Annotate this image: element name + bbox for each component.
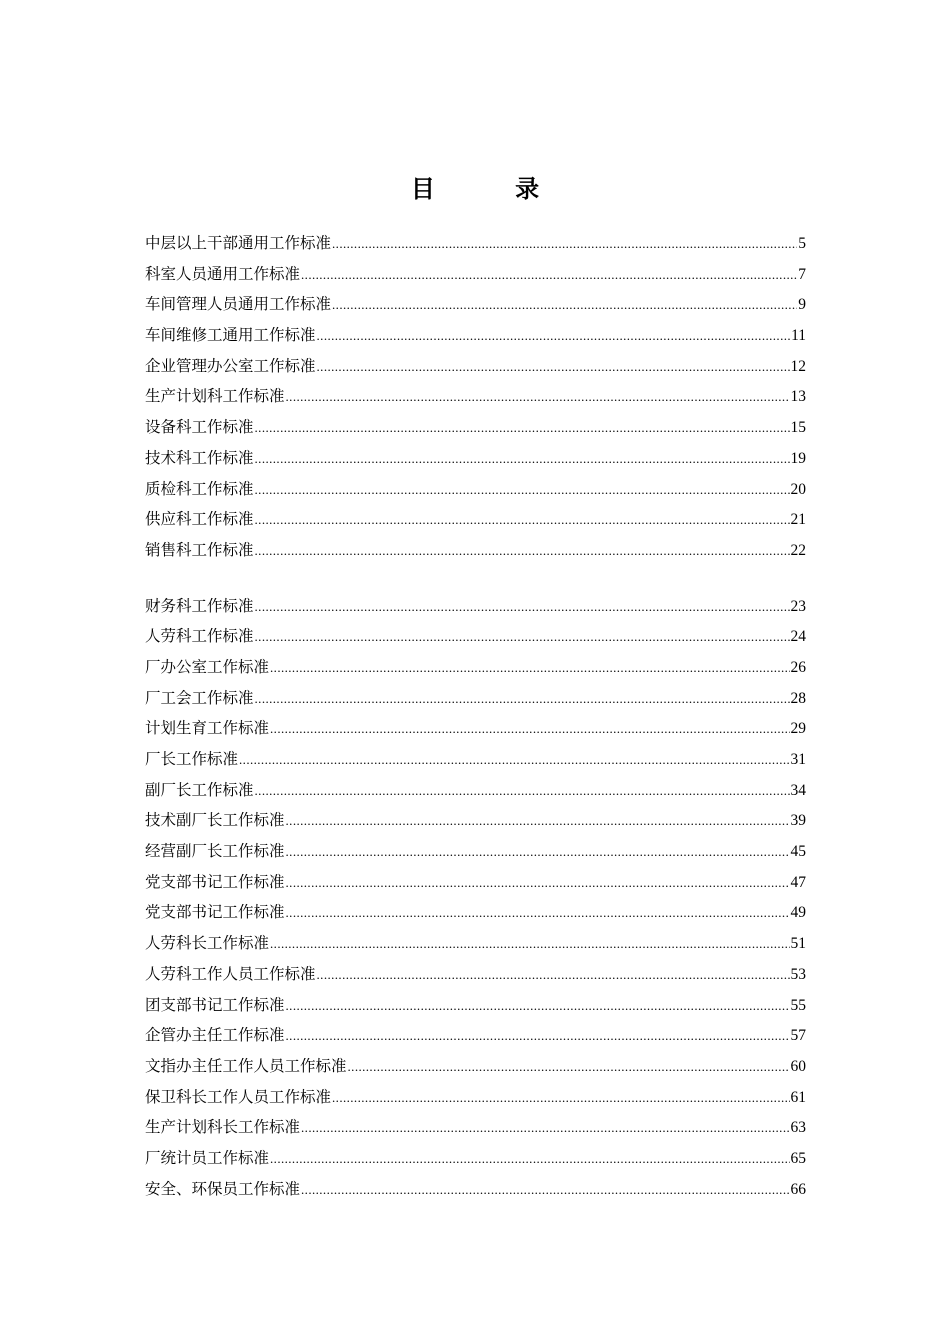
toc-entry-title: 厂长工作标准	[145, 750, 239, 768]
toc-entry-page: 55	[790, 996, 806, 1014]
toc-entry-title: 企管办主任工作标准	[145, 1026, 285, 1045]
dot-leader	[286, 991, 790, 1022]
toc-entry[interactable]	[145, 412, 806, 443]
toc-entry-page: 53	[790, 965, 806, 983]
toc-entry[interactable]	[145, 259, 806, 290]
dot-leader	[255, 684, 790, 715]
toc-entry-title: 人劳科工作人员工作标准	[145, 964, 316, 983]
dot-leader	[317, 321, 791, 352]
toc-entry-title: 人劳科工作标准	[145, 627, 254, 646]
dot-leader	[270, 929, 789, 960]
dot-leader	[301, 260, 797, 291]
dot-leader	[255, 413, 790, 444]
dot-leader	[301, 1175, 789, 1206]
dot-leader	[286, 382, 790, 413]
toc-entry-page: 34	[790, 781, 806, 799]
toc-entry[interactable]	[145, 504, 806, 535]
toc-entry-page: 29	[790, 720, 806, 738]
toc-entry[interactable]	[145, 1020, 806, 1051]
dot-leader	[255, 536, 790, 567]
toc-entry-title: 经营副厂长工作标准	[145, 842, 285, 861]
toc-entry[interactable]	[145, 805, 806, 836]
toc-entry-page: 20	[790, 480, 806, 498]
toc-entry[interactable]	[145, 959, 806, 990]
toc-entry[interactable]	[145, 775, 806, 806]
toc-title: 目 录	[410, 174, 576, 204]
dot-leader	[332, 1083, 789, 1114]
toc-group-2	[145, 591, 806, 1205]
toc-entry[interactable]	[145, 443, 806, 474]
toc-entry[interactable]	[145, 836, 806, 867]
toc-entry[interactable]	[145, 867, 806, 898]
toc-entry[interactable]	[145, 535, 806, 566]
toc-entry-title: 财务科工作标准	[145, 596, 254, 615]
toc-entry-page: 15	[790, 419, 806, 437]
toc-entry[interactable]	[145, 652, 806, 683]
toc-entry-title: 人劳科长工作标准	[145, 934, 270, 953]
dot-leader	[348, 1052, 790, 1083]
toc-entry[interactable]	[145, 744, 806, 775]
toc-entry-page: 60	[790, 1057, 806, 1075]
dot-leader	[332, 290, 797, 321]
toc-entry-title: 设备科工作标准	[145, 418, 254, 437]
toc-entry-title: 质检科工作标准	[145, 479, 254, 498]
dot-leader	[270, 653, 789, 684]
dot-leader	[255, 592, 790, 623]
toc-entry-title: 安全、环保员工作标准	[145, 1179, 301, 1198]
dot-leader	[255, 444, 790, 475]
toc-entry-page: 9	[798, 296, 806, 314]
dot-leader	[255, 505, 790, 536]
toc-entry-page: 66	[790, 1180, 806, 1198]
toc-entry[interactable]	[145, 1082, 806, 1113]
toc-entry-title: 厂办公室工作标准	[145, 657, 270, 676]
toc-entry-page: 23	[790, 597, 806, 615]
toc-entry[interactable]	[145, 320, 806, 351]
toc-entry-title: 计划生育工作标准	[145, 719, 270, 738]
dot-leader	[286, 868, 790, 899]
toc-entry[interactable]	[145, 928, 806, 959]
toc-entry-page: 57	[790, 1027, 806, 1045]
toc-entry-title: 科室人员通用工作标准	[145, 264, 301, 283]
dot-leader	[286, 837, 790, 868]
toc-entry-title: 生产计划科工作标准	[145, 387, 285, 406]
dot-leader	[332, 229, 797, 260]
toc-entry-title: 技术副厂长工作标准	[145, 811, 285, 830]
toc-entry[interactable]	[145, 713, 806, 744]
toc-entry-title: 党支部书记工作标准	[145, 872, 285, 891]
toc-entry[interactable]	[145, 897, 806, 928]
dot-leader	[255, 622, 790, 653]
toc-entry-title: 车间管理人员通用工作标准	[145, 295, 332, 314]
dot-leader	[286, 1021, 790, 1052]
toc-entry-page: 21	[790, 511, 806, 529]
toc-entry-page: 47	[790, 873, 806, 891]
toc-entry-title: 生产计划科长工作标准	[145, 1118, 301, 1137]
dot-leader	[255, 776, 790, 807]
toc-entry[interactable]	[145, 621, 806, 652]
dot-leader	[317, 960, 790, 991]
dot-leader	[317, 352, 790, 383]
toc-entry-page: 49	[790, 904, 806, 922]
toc-entry-page: 11	[791, 327, 806, 345]
toc-entry[interactable]	[145, 1112, 806, 1143]
dot-leader	[301, 1113, 789, 1144]
toc-entry[interactable]	[145, 1174, 806, 1205]
toc-entry-title: 文指办主任工作人员工作标准	[145, 1056, 347, 1075]
toc-entry-title: 党支部书记工作标准	[145, 903, 285, 922]
toc-entry[interactable]	[145, 1143, 806, 1174]
toc-entry[interactable]	[145, 289, 806, 320]
toc-entry-title: 供应科工作标准	[145, 510, 254, 529]
toc-entry[interactable]	[145, 351, 806, 382]
toc-entry-title: 企业管理办公室工作标准	[145, 356, 316, 375]
toc-entry-page: 61	[790, 1088, 806, 1106]
toc-entry[interactable]	[145, 381, 806, 412]
toc-entry-page: 22	[790, 541, 806, 559]
toc-entry-page: 7	[798, 265, 806, 283]
toc-entry-page: 45	[790, 843, 806, 861]
toc-entry[interactable]	[145, 1051, 806, 1082]
dot-leader	[286, 806, 790, 837]
toc-entry-title: 保卫科长工作人员工作标准	[145, 1087, 332, 1106]
toc-entry-title: 团支部书记工作标准	[145, 995, 285, 1014]
toc-entry-page: 19	[790, 449, 806, 467]
toc-entry-title: 副厂长工作标准	[145, 780, 254, 799]
toc-group-1	[145, 228, 806, 566]
toc-entry-page: 12	[790, 357, 806, 375]
dot-leader	[270, 1144, 789, 1175]
dot-leader	[239, 745, 789, 776]
toc-entry-page: 28	[790, 689, 806, 707]
toc-entry[interactable]	[145, 474, 806, 505]
table-of-contents	[145, 228, 806, 1204]
toc-entry-title: 技术科工作标准	[145, 448, 254, 467]
toc-entry-title: 厂统计员工作标准	[145, 1148, 270, 1167]
toc-entry-title: 销售科工作标准	[145, 540, 254, 559]
dot-leader	[255, 475, 790, 506]
toc-entry-page: 24	[790, 628, 806, 646]
toc-entry-page: 13	[790, 388, 806, 406]
toc-entry-page: 39	[790, 812, 806, 830]
toc-entry-title: 车间维修工通用工作标准	[145, 326, 316, 345]
toc-entry[interactable]	[145, 990, 806, 1021]
toc-entry-page: 65	[790, 1149, 806, 1167]
toc-entry-page: 51	[790, 935, 806, 953]
toc-entry[interactable]	[145, 591, 806, 622]
toc-entry-page: 31	[790, 751, 806, 768]
toc-entry-title: 厂工会工作标准	[145, 688, 254, 707]
dot-leader	[270, 714, 789, 745]
toc-entry-page: 63	[790, 1119, 806, 1137]
toc-entry-title: 中层以上干部通用工作标准	[145, 234, 332, 252]
toc-entry[interactable]	[145, 683, 806, 714]
toc-entry-page: 26	[790, 658, 806, 676]
toc-entry-page: 5	[798, 235, 806, 252]
dot-leader	[286, 898, 790, 929]
toc-entry[interactable]	[145, 228, 806, 259]
